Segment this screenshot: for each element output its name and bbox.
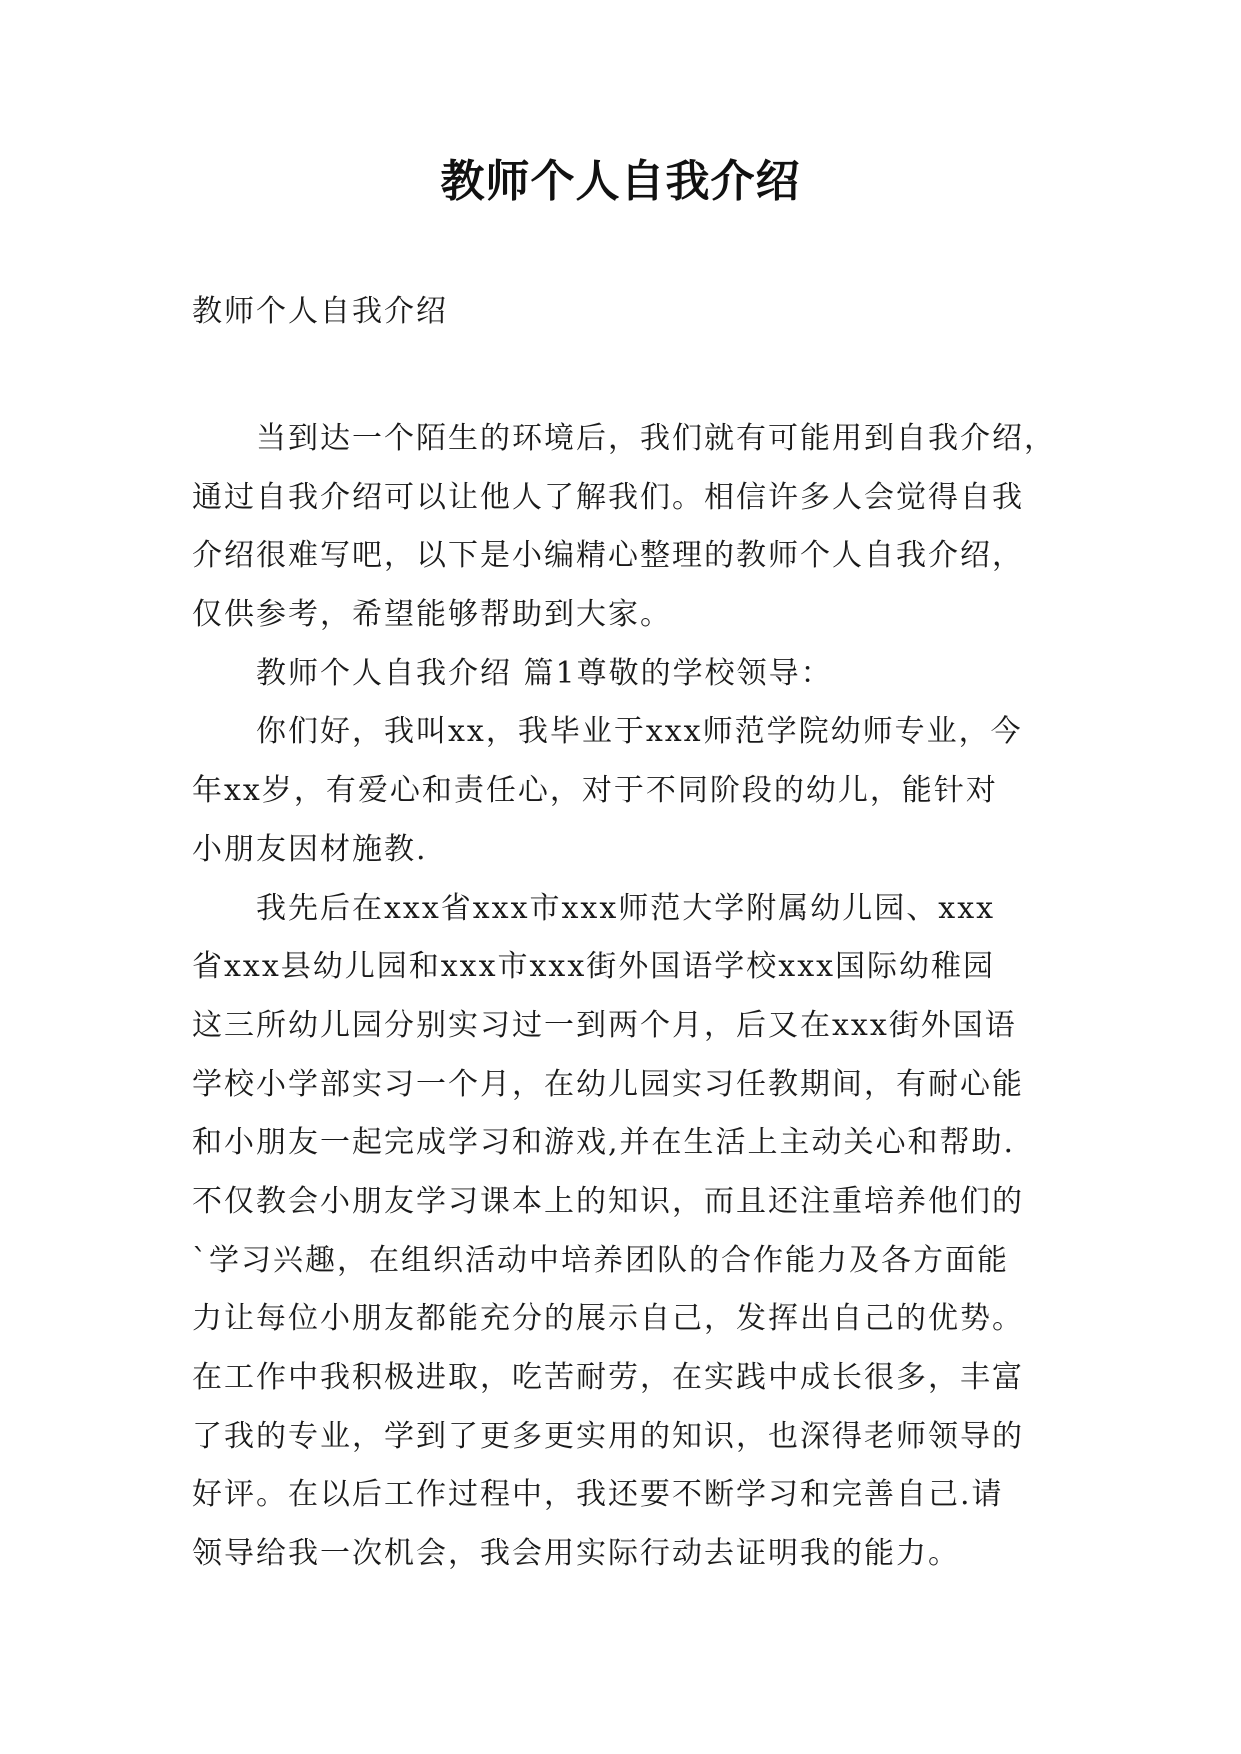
text-line: 学校小学部实习一个月，在幼儿园实习任教期间，有耐心能 (192, 1066, 1024, 1102)
text-line: 力让每位小朋友都能充分的展示自己，发挥出自己的优势。 (192, 1301, 1024, 1337)
text-line: 了我的专业，学到了更多更实用的知识，也深得老师领导的 (192, 1418, 1024, 1454)
text-line: 这三所幼儿园分别实习过一到两个月，后又在xxx街外国语 (192, 1007, 1017, 1043)
text-line: 当到达一个陌生的环境后，我们就有可能用到自我介绍， (256, 421, 1056, 456)
text-line: 不仅教会小朋友学习课本上的知识，而且还注重培养他们的 (192, 1183, 1024, 1219)
text-line: 年xx岁，有爱心和责任心，对于不同阶段的幼儿，能针对 (192, 773, 998, 809)
text-line: 小朋友因材施教. (192, 831, 428, 867)
text-line: 教师个人自我介绍 篇1尊敬的学校领导： (256, 655, 833, 691)
text-line: 领导给我一次机会，我会用实际行动去证明我的能力。 (192, 1536, 960, 1572)
text-line: 仅供参考，希望能够帮助到大家。 (192, 597, 672, 633)
text-line: 好评。在以后工作过程中，我还要不断学习和完善自己.请 (192, 1477, 1004, 1513)
text-line: 通过自我介绍可以让他人了解我们。相信许多人会觉得自我 (192, 479, 1024, 515)
document-subtitle: 教师个人自我介绍 (192, 294, 448, 329)
document-body (192, 410, 1072, 1584)
text-line: 我先后在xxx省xxx市xxx师范大学附属幼儿园、xxx (256, 890, 996, 926)
text-line: 在工作中我积极进取，吃苦耐劳，在实践中成长很多，丰富 (192, 1360, 1024, 1395)
text-line: 介绍很难写吧，以下是小编精心整理的教师个人自我介绍， (192, 538, 1024, 574)
text-line: 省xxx县幼儿园和xxx市xxx街外国语学校xxx国际幼稚园 (192, 949, 996, 985)
text-line: 和小朋友一起完成学习和游戏,并在生活上主动关心和帮助. (192, 1125, 1016, 1161)
text-line: `学习兴趣，在组织活动中培养团队的合作能力及各方面能 (192, 1242, 1009, 1278)
text-line: 你们好，我叫xx，我毕业于xxx师范学院幼师专业，今 (256, 714, 1023, 750)
page-title: 教师个人自我介绍 (440, 156, 801, 207)
